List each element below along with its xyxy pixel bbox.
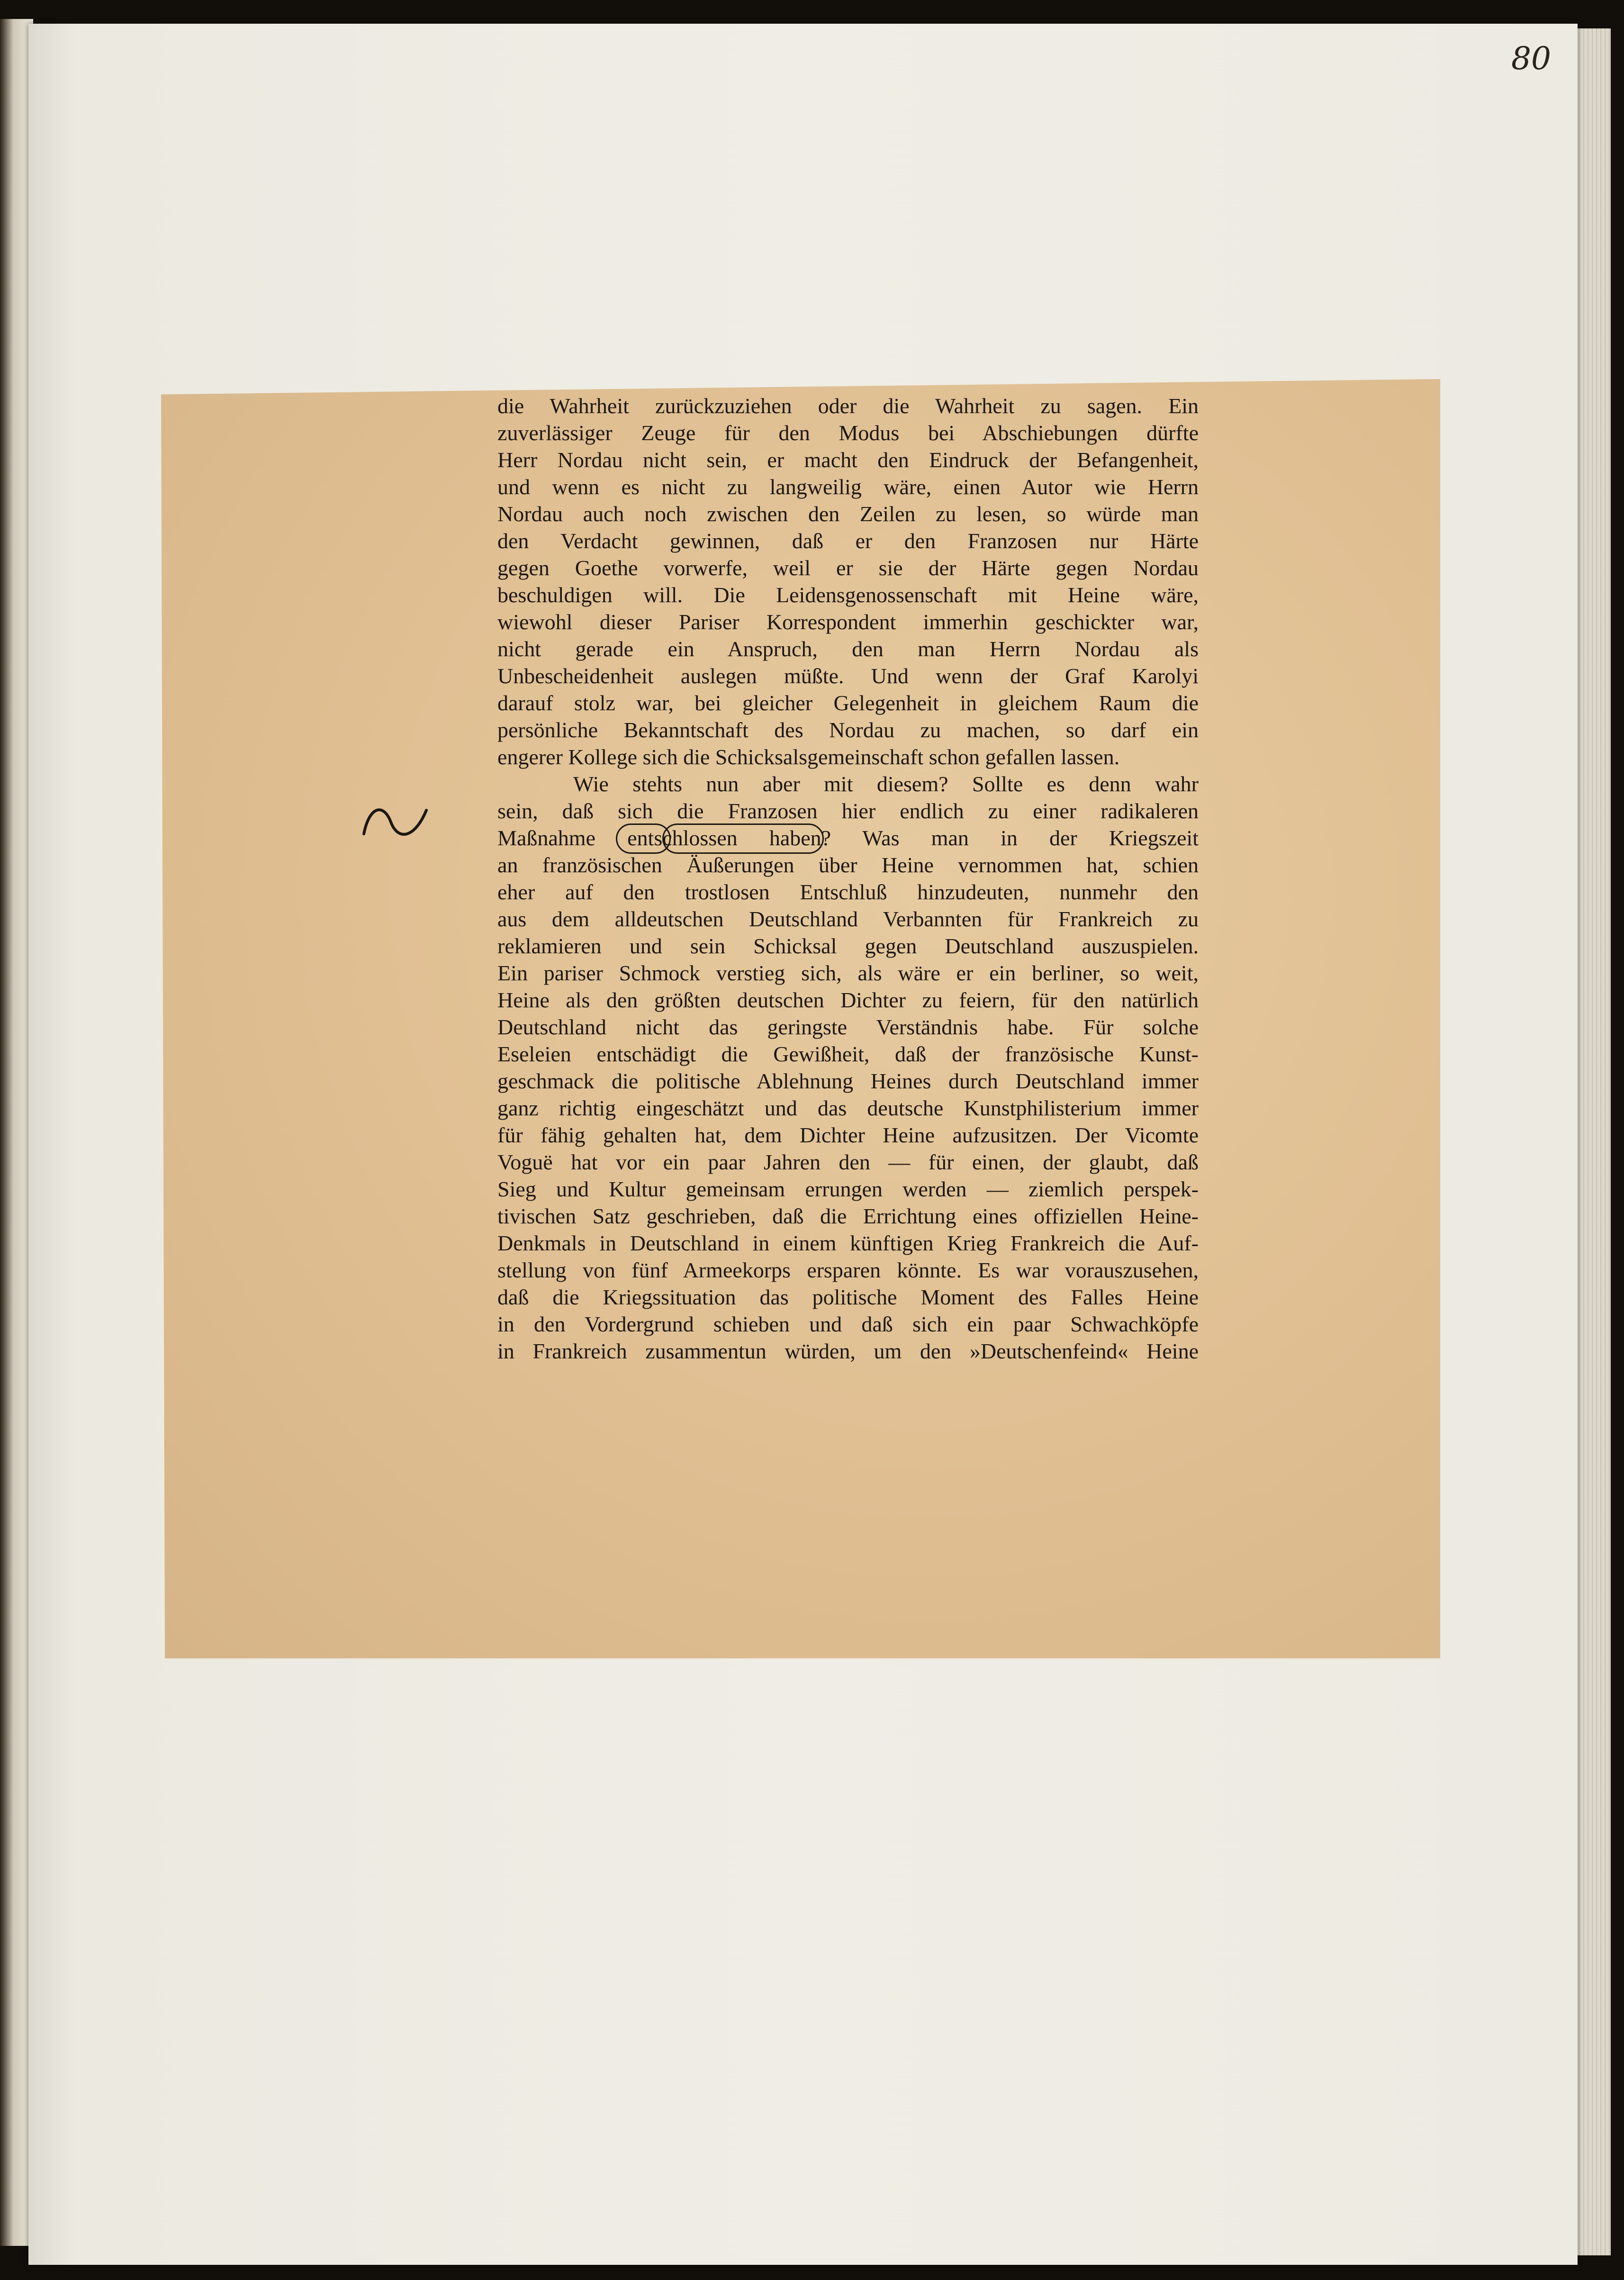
text-line: aus dem alldeutschen Deutschland Verbannten für Frankreich zu <box>497 907 1199 931</box>
text-line: Wie stehts nun aber mit diesem? Sollte es denn wahr <box>573 772 1199 796</box>
tilde-annotation-mark <box>360 801 431 843</box>
text-line: zuverlässiger Zeuge für den Modus bei Abschiebungen dürfte <box>497 421 1199 445</box>
text-line: tivischen Satz geschrieben, daß die Errichtung eines offiziellen Heine- <box>497 1204 1199 1228</box>
text-line: Heine als den größten deutschen Dichter zu feiern, für den natürlich <box>497 988 1199 1012</box>
clipping-text <box>497 392 1199 1365</box>
text-line: Herr Nordau nicht sein, er macht den Eindruck der Befangenheit, <box>497 448 1199 472</box>
text-line: persönliche Bekanntschaft des Nordau zu machen, so darf ein <box>497 718 1199 742</box>
text-line: für fähig gehalten hat, dem Dichter Heine aufzusitzen. Der Vicomte <box>497 1123 1199 1147</box>
page-number: 80 <box>1511 40 1551 77</box>
text-line: Denkmals in Deutschland in einem künftigen Krieg Frankreich die Auf- <box>497 1231 1199 1255</box>
text-line: Eseleien entschädigt die Gewißheit, daß der französische Kunst- <box>497 1042 1199 1066</box>
handwritten-circle-die-franzosen <box>662 823 824 854</box>
text-line: beschuldigen will. Die Leidensgenossenschaft mit Heine wäre, <box>497 583 1199 607</box>
text-line: in den Vordergrund schieben und daß sich ein paar Schwachköpfe <box>497 1312 1199 1336</box>
text-line: eher auf den trostlosen Entschluß hinzudeuten, nunmehr den <box>497 880 1199 904</box>
text-line: Unbescheidenheit auslegen müßte. Und wenn der Graf Karolyi <box>497 664 1199 688</box>
text-line: Voguë hat vor ein paar Jahren den — für einen, der glaubt, daß <box>497 1150 1199 1174</box>
text-line: Sieg und Kultur gemeinsam errungen werden — ziemlich perspek- <box>497 1177 1199 1201</box>
text-line: darauf stolz war, bei gleicher Gelegenheit in gleichem Raum die <box>497 691 1199 715</box>
text-line: die Wahrheit zurückzuziehen oder die Wahrheit zu sagen. Ein <box>497 394 1199 418</box>
text-line: und wenn es nicht zu langweilig wäre, einen Autor wie Herrn <box>497 475 1199 499</box>
text-line: Deutschland nicht das geringste Verständnis habe. Für solche <box>497 1015 1199 1039</box>
text-line: wiewohl dieser Pariser Korrespondent immerhin geschickter war, <box>497 610 1199 634</box>
text-line: den Verdacht gewinnen, daß er den Franzosen nur Härte <box>497 529 1199 553</box>
text-line: Maßnahme entschlossen haben? Was man in der Kriegszeit <box>497 826 1199 850</box>
text-line: nicht gerade ein Anspruch, den man Herrn Nordau als <box>497 637 1199 661</box>
text-line: stellung von fünf Armeekorps ersparen könnte. Es war vorauszusehen, <box>497 1258 1199 1282</box>
text-line: Ein pariser Schmock verstieg sich, als wäre er ein berliner, so weit, <box>497 961 1199 985</box>
text-line: geschmack die politische Ablehnung Heines durch Deutschland immer <box>497 1069 1199 1093</box>
text-line: in Frankreich zusammentun würden, um den »Deutschenfeind« Heine <box>497 1339 1199 1363</box>
text-line: daß die Kriegssituation das politische Moment des Falles Heine <box>497 1285 1199 1309</box>
text-line: gegen Goethe vorwerfe, weil er sie der Härte gegen Nordau <box>497 556 1199 580</box>
text-line: Nordau auch noch zwischen den Zeilen zu lesen, so würde man <box>497 502 1199 526</box>
text-line: ganz richtig eingeschätzt und das deutsche Kunstphilisterium immer <box>497 1096 1199 1120</box>
text-line: sein, daß sich die Franzosen hier endlich zu einer radikaleren <box>497 799 1199 823</box>
text-line: an französischen Äußerungen über Heine vernommen hat, schien <box>497 853 1199 877</box>
text-line: reklamieren und sein Schicksal gegen Deutschland auszuspielen. <box>497 934 1199 958</box>
text-line: engerer Kollege sich die Schicksalsgemeinschaft schon gefallen lassen. <box>497 745 1120 769</box>
